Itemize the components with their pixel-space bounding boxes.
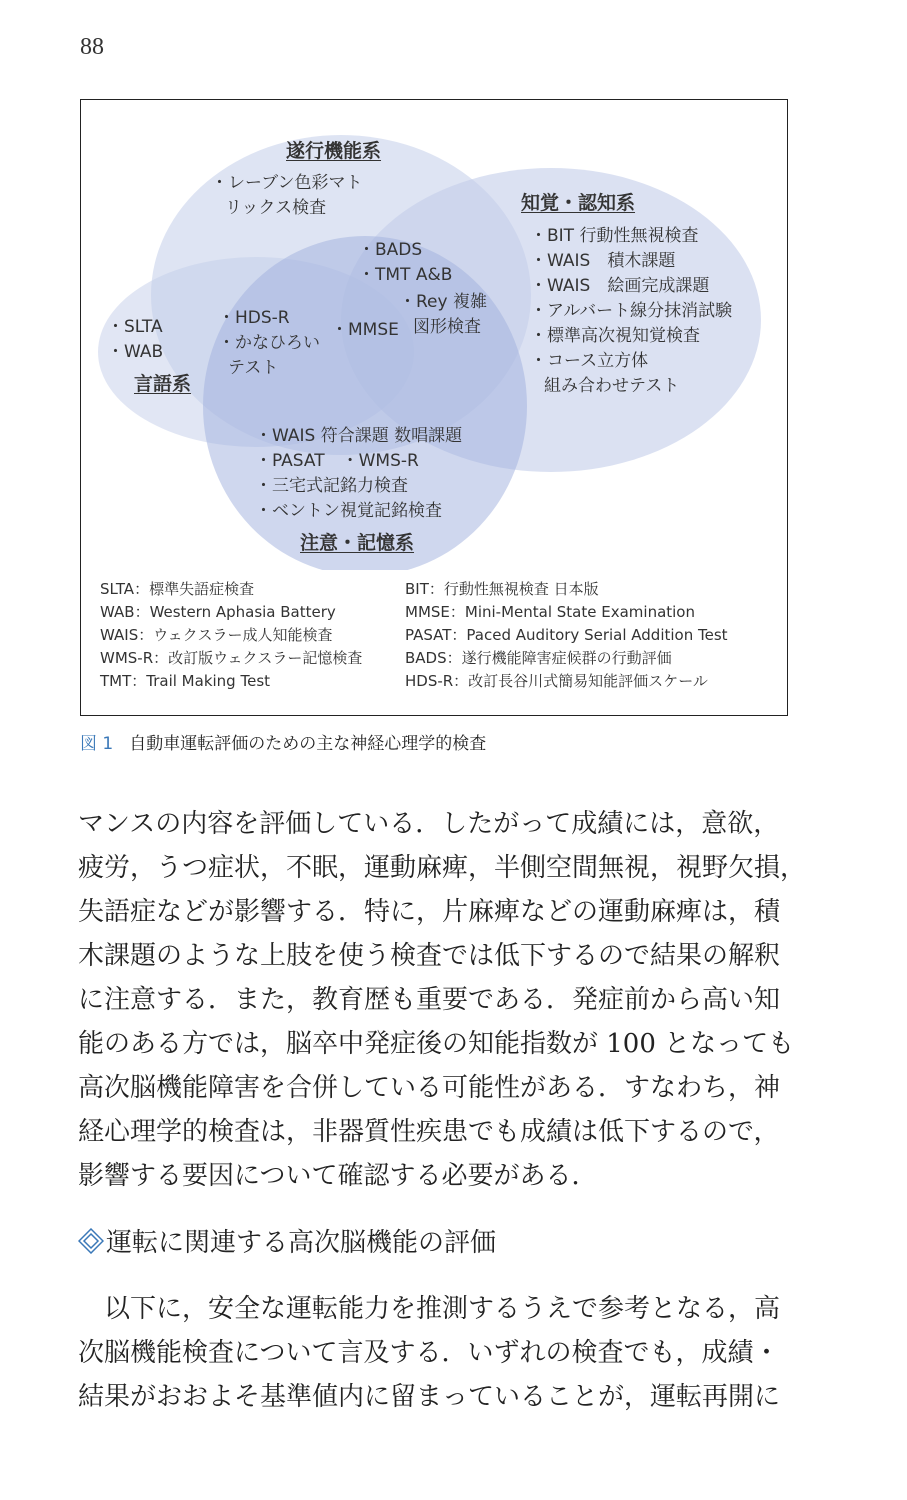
text-line: 影響する要因について確認する必要がある． (78, 1161, 598, 1191)
text-line: 失語症などが影響する．特に，片麻痺などの運動麻痺は，積 (78, 897, 781, 927)
item: ・WAIS 絵画完成課題 (530, 276, 710, 296)
item-mmse: ・MMSE (331, 320, 399, 340)
text-line: 結果がおおよそ基準値内に留まっていることが，運転再開に (78, 1382, 781, 1412)
item: ・HDS-R (218, 308, 290, 328)
section-heading (78, 1222, 496, 1259)
legend-entry: TMT：Trail Making Test (100, 672, 271, 690)
item: ・ベントン視覚記銘検査 (255, 501, 442, 521)
text-line: 以下に，安全な運転能力を推測するうえで参考となる，高 (78, 1294, 781, 1324)
item: 組み合わせテスト (544, 376, 680, 396)
item-group-center (218, 306, 320, 381)
item: ・SLTA (107, 317, 163, 337)
paragraph-1 (78, 802, 807, 1198)
text-line: 能のある方では，脳卒中発症後の知能指数が 100 となっても (78, 1029, 795, 1059)
category-attention: 注意・記憶系 (300, 532, 415, 554)
item-group-attention (255, 424, 462, 524)
page-number: 88 (80, 34, 104, 60)
item-group-perception (530, 224, 732, 399)
item-group-executive (211, 171, 362, 221)
legend-entry: BADS：遂行機能障害症候群の行動評価 (405, 649, 672, 667)
legend-entry: PASAT：Paced Auditory Serial Addition Test (405, 626, 728, 644)
item: ・コース立方体 (530, 351, 649, 371)
item: ・TMT A&B (358, 265, 453, 285)
legend-entry: HDS-R：改訂長谷川式簡易知能評価スケール (405, 672, 708, 690)
text-line: 高次脳機能障害を合併している可能性がある．すなわち，神 (78, 1073, 781, 1103)
text-line: に注意する．また，教育歴も重要である．発症前から高い知 (78, 985, 781, 1015)
item: 図形検査 (413, 317, 481, 337)
paragraph-2 (78, 1287, 790, 1419)
item: リックス検査 (225, 198, 327, 218)
item-group-bads-tmt (358, 238, 452, 288)
legend-entry: BIT：行動性無視検査 日本版 (405, 580, 599, 598)
text-line: マンスの内容を評価している．したがって成績には，意欲， (78, 809, 780, 839)
legend-entry: WAB：Western Aphasia Battery (100, 603, 336, 621)
legend-left (100, 578, 362, 693)
category-perception: 知覚・認知系 (521, 192, 636, 214)
text-line: 疲労，うつ症状，不眠，運動麻痺，半側空間無視，視野欠損， (78, 853, 807, 883)
figure-number: 図 1 (80, 734, 114, 754)
figure-venn-diagram (80, 99, 788, 716)
text-line: 木課題のような上肢を使う検査では低下するので結果の解釈 (78, 941, 781, 971)
section-heading-text: 運転に関連する高次脳機能の評価 (106, 1228, 497, 1258)
item: テスト (228, 358, 279, 378)
legend-right (405, 578, 728, 693)
diamond-icon (78, 1228, 104, 1254)
item: ・アルバート線分抹消試験 (530, 301, 733, 321)
item: ・PASAT ・WMS-R (255, 451, 419, 471)
text-line: 次脳機能検査について言及する．いずれの検査でも，成績・ (78, 1338, 780, 1368)
legend-entry: MMSE：Mini-Mental State Examination (405, 603, 695, 621)
item: ・Rey 複雑 (399, 292, 487, 312)
item: ・標準高次視知覚検査 (530, 326, 700, 346)
item: ・WAIS 符合課題 数唱課題 (255, 426, 463, 446)
item: ・WAB (107, 342, 164, 362)
item: ・レーブン色彩マト (211, 173, 363, 193)
item: ・三宅式記銘力検査 (255, 476, 408, 496)
legend-entry: WAIS：ウェクスラー成人知能検査 (100, 626, 333, 644)
legend-entry: WMS-R：改訂版ウェクスラー記憶検査 (100, 649, 363, 667)
figure-caption-text: 自動車運転評価のための主な神経心理学的検査 (129, 734, 487, 754)
item-group-language (107, 315, 163, 365)
item: ・WAIS 積木課題 (530, 251, 676, 271)
category-executive: 遂行機能系 (286, 140, 382, 162)
item: ・BADS (358, 240, 423, 260)
figure-caption (80, 729, 486, 754)
text-line: 経心理学的検査は，非器質性疾患でも成績は低下するので， (78, 1117, 780, 1147)
legend-entry: SLTA：標準失語症検査 (100, 580, 255, 598)
item-group-rey (399, 290, 487, 340)
category-language: 言語系 (134, 373, 192, 395)
item: ・かなひろい (218, 333, 320, 353)
item: ・BIT 行動性無視検査 (530, 226, 699, 246)
